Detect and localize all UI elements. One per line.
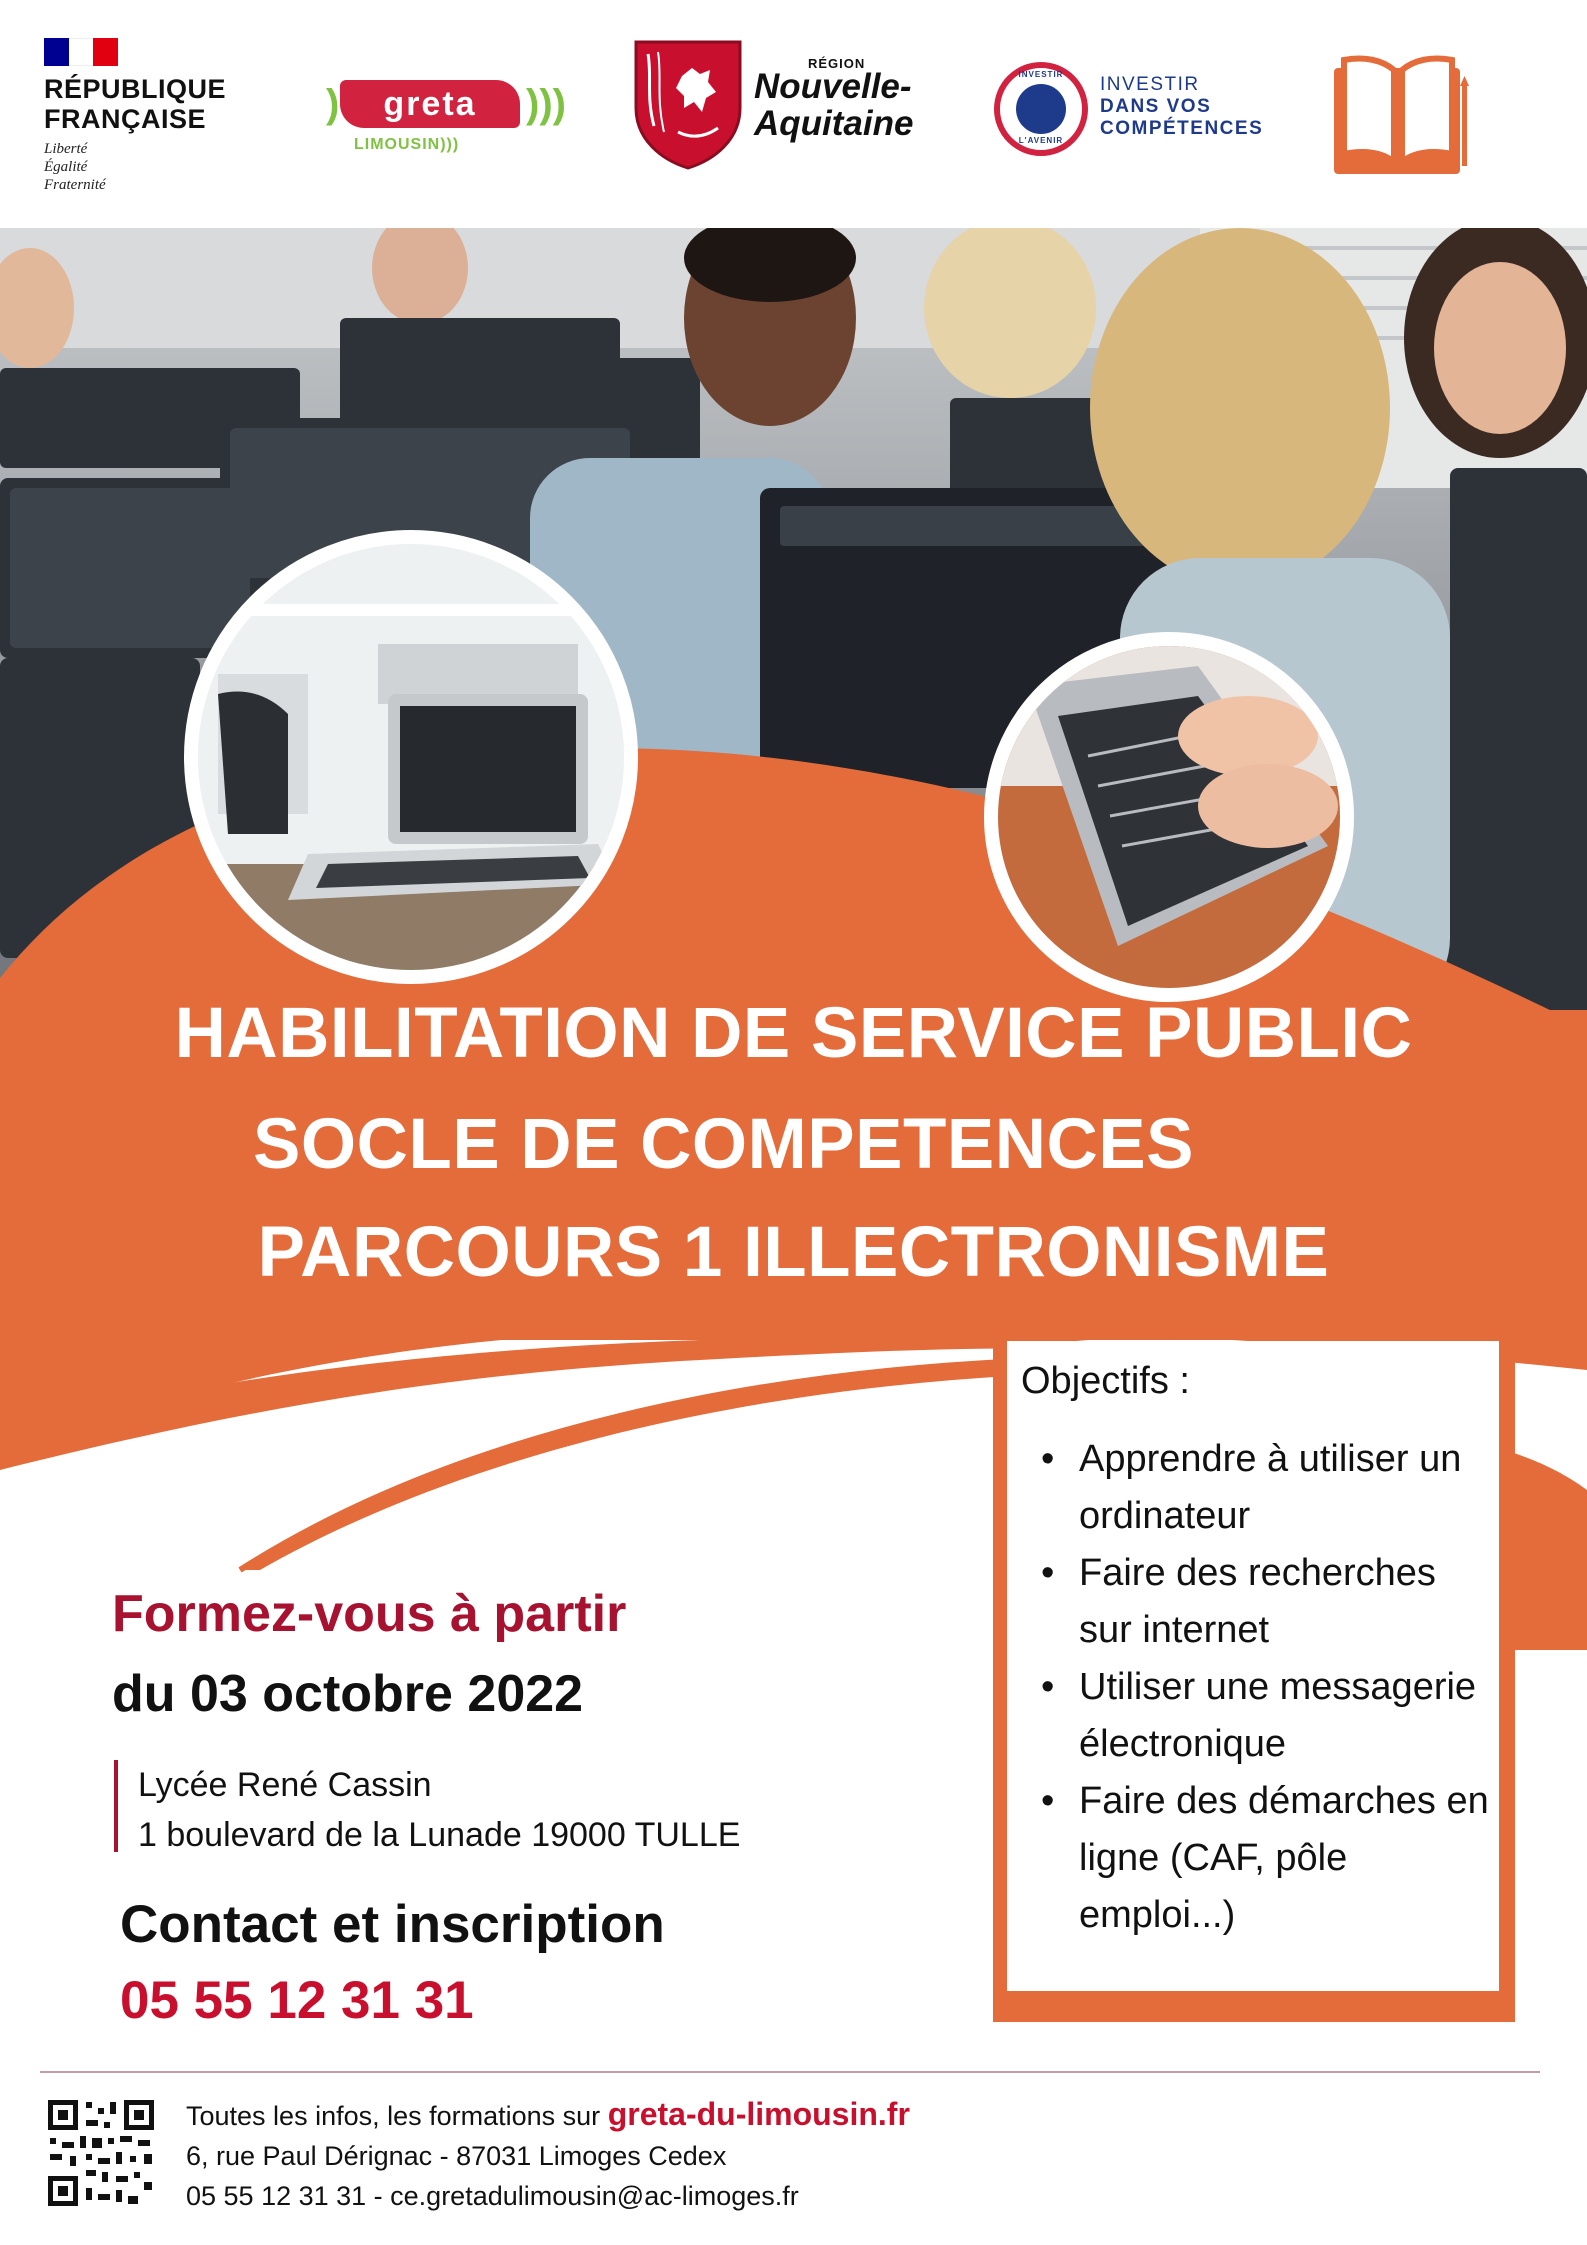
republique-name: RÉPUBLIQUE FRANÇAISE <box>44 74 227 134</box>
region-nouvelle-aquitaine-logo <box>632 36 932 172</box>
investir-text: INVESTIR DANS VOS COMPÉTENCES <box>1100 74 1264 139</box>
objective-item: • Utiliser une messagerie électronique <box>1041 1659 1497 1773</box>
greta-sub: LIMOUSIN))) <box>354 136 460 153</box>
laptop-photo-circle <box>184 530 638 984</box>
headline-line-1: HABILITATION DE SERVICE PUBLIC <box>174 994 1413 1073</box>
typing-hands-illustration <box>998 646 1340 988</box>
footer-address: 6, rue Paul Dérignac - 87031 Limoges Cedex <box>186 2141 727 2171</box>
typing-photo-circle <box>984 632 1354 1002</box>
logo-bar <box>0 0 1587 228</box>
objectives-panel <box>1007 1341 1499 1991</box>
headline-line-3: PARCOURS 1 ILLECTRONISME <box>257 1213 1330 1292</box>
footer-intro-line <box>186 2094 1486 2136</box>
footer-website-link[interactable]: greta-du-limousin.fr <box>607 2096 910 2132</box>
objectives-list <box>1041 1431 1497 1944</box>
greta-wave-left-icon: ) <box>326 82 340 126</box>
republique-francaise-logo <box>44 38 244 194</box>
french-flag-icon <box>44 38 118 66</box>
region-shield-icon <box>632 36 744 170</box>
contact-phone[interactable]: 05 55 12 31 31 <box>120 1971 474 2030</box>
start-date-intro: Formez-vous à partir <box>112 1585 627 1643</box>
venue-address <box>114 1760 740 1852</box>
objectives-title: Objectifs : <box>1021 1360 1190 1402</box>
footer-info <box>186 2094 1486 2216</box>
objective-item: • Faire des démarches en ligne (CAF, pôle emploi...) <box>1041 1773 1497 1944</box>
objective-item: • Faire des recherches sur internet <box>1041 1545 1497 1659</box>
footer-contact[interactable]: 05 55 12 31 31 - ce.gretadulimousin@ac-limoges.fr <box>186 2181 799 2211</box>
republique-motto: Liberté Égalité Fraternité <box>44 141 106 193</box>
region-small-label: RÉGION <box>808 56 866 71</box>
headline-line-2: SOCLE DE COMPETENCES <box>252 1105 1194 1184</box>
greta-logo <box>326 76 566 166</box>
start-date: du 03 octobre 2022 <box>112 1665 584 1723</box>
footer-divider <box>40 2071 1540 2073</box>
objective-item: • Apprendre à utiliser un ordinateur <box>1041 1431 1497 1545</box>
investir-avenir-seal-icon: INVESTIR L'AVENIR <box>994 62 1088 156</box>
greta-badge: greta <box>340 80 520 128</box>
qr-code-icon[interactable] <box>46 2098 156 2208</box>
venue-name: Lycée René Cassin <box>138 1766 432 1804</box>
footer-intro: Toutes les infos, les formations sur <box>186 2101 608 2131</box>
region-name: Nouvelle- Aquitaine <box>754 67 914 143</box>
laptop-illustration <box>198 544 624 970</box>
contact-title: Contact et inscription <box>120 1895 665 1954</box>
objectives-box <box>993 1341 1515 2022</box>
investir-competences-logo <box>992 62 1272 158</box>
greta-wave-right-icon: ))) <box>526 82 566 126</box>
venue-street: 1 boulevard de la Lunade 19000 TULLE <box>138 1816 741 1854</box>
open-book-icon <box>1330 50 1470 182</box>
